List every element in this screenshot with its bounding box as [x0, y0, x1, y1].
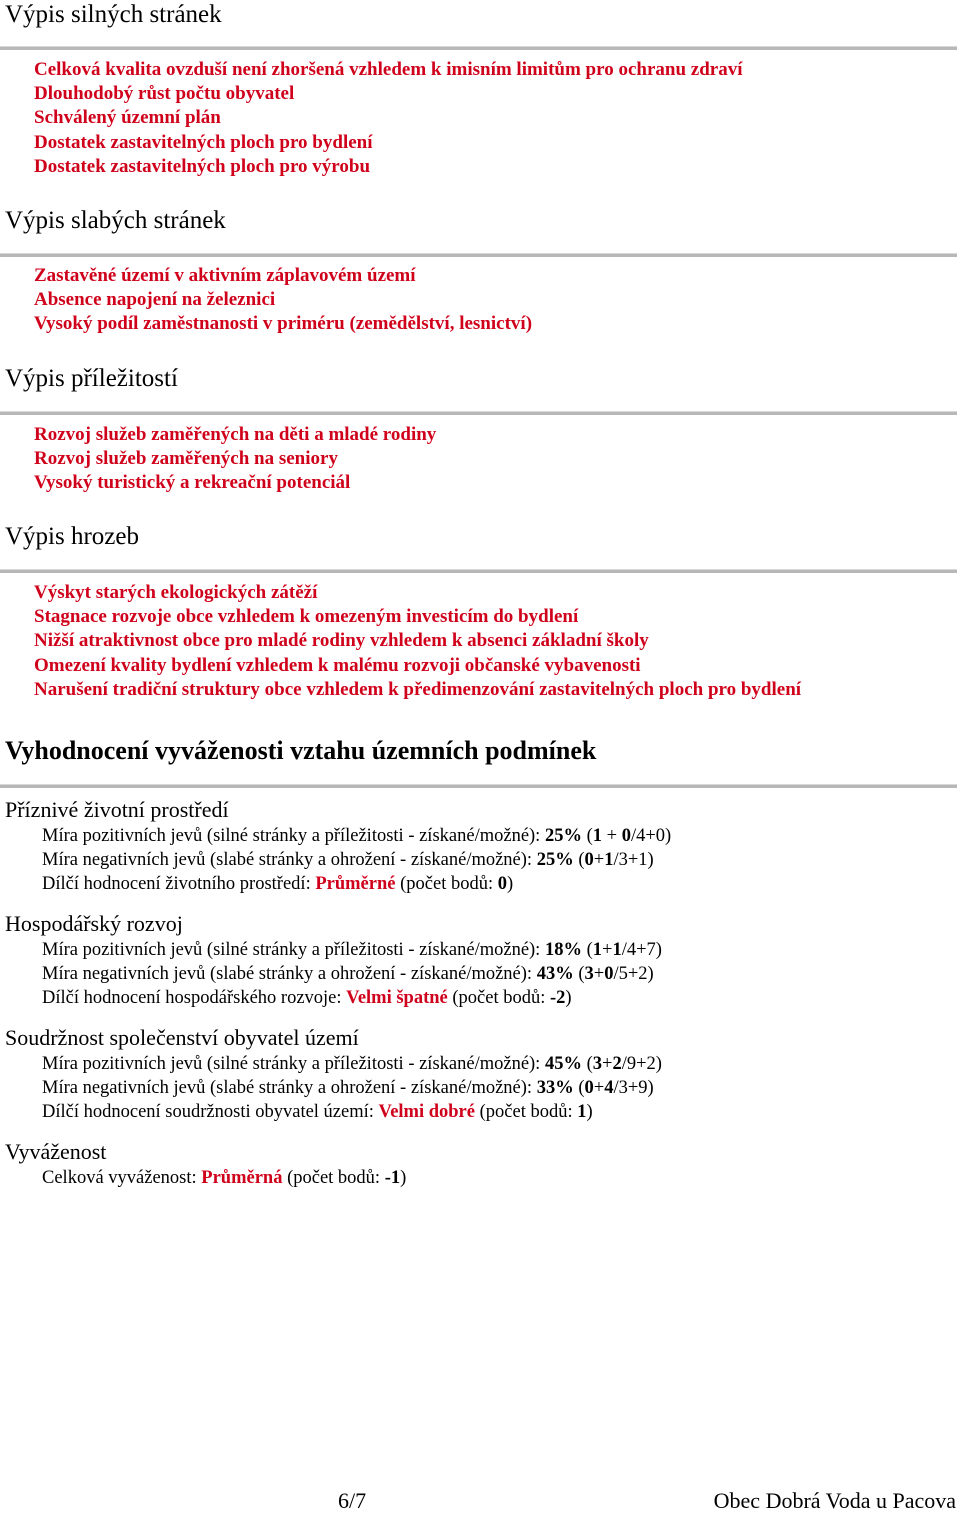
rating-value: Velmi špatné	[346, 988, 448, 1008]
list-item: Výskyt starých ekologických zátěží	[34, 582, 318, 603]
overall-rating: Celková vyváženost: Průměrná (počet bodů: -1)	[42, 1168, 407, 1188]
divider	[0, 46, 957, 50]
threats-list	[34, 581, 801, 702]
list-item: Schválený územní plán	[34, 107, 221, 129]
partial-rating: Dílčí hodnocení hospodářského rozvoje: Velmi špatné (počet bodů: -2)	[42, 988, 572, 1008]
list-item: Rozvoj služeb zaměřených na seniory	[34, 448, 338, 470]
block-title: Příznivé životní prostředí	[5, 797, 229, 822]
negative-rate: Míra negativních jevů (slabé stránky a ohrožení - získané/možné): 25% (0+1/3+1)	[42, 850, 654, 870]
positive-rate: Míra pozitivních jevů (silné stránky a příležitosti - získané/možné): 25% (1 + 0/4+0)	[42, 826, 672, 846]
rating-value: Průměrná	[201, 1168, 283, 1188]
negative-rate: Míra negativních jevů (slabé stránky a ohrožení - získané/možné): 43% (3+0/5+2)	[42, 964, 654, 984]
block-title: Vyváženost	[5, 1139, 107, 1164]
list-item: Dlouhodobý růst počtu obyvatel	[34, 83, 295, 105]
rating-value: Velmi dobré	[378, 1102, 475, 1122]
strengths-list	[34, 58, 743, 179]
footer-municipality: Obec Dobrá Voda u Pacova	[713, 1488, 956, 1513]
list-item: Dostatek zastavitelných ploch pro bydlení	[34, 131, 373, 153]
list-item: Omezení kvality bydlení vzhledem k malému rozvoji občanské vybavenosti	[34, 654, 641, 676]
page-number: 6/7	[338, 1488, 367, 1513]
negative-rate: Míra negativních jevů (slabé stránky a ohrožení - získané/možné): 33% (0+4/3+9)	[42, 1078, 654, 1098]
partial-rating: Dílčí hodnocení soudržnosti obyvatel území: Velmi dobré (počet bodů: 1)	[42, 1102, 593, 1122]
list-item: Vysoký podíl zaměstnanosti v priméru (zemědělství, lesnictví)	[34, 313, 533, 335]
block-title: Soudržnost společenství obyvatel území	[5, 1025, 359, 1050]
section-title: Výpis hrozeb	[5, 523, 139, 550]
evaluation-title: Vyhodnocení vyváženosti vztahu územních podmínek	[5, 736, 597, 765]
section-title: Výpis slabých stránek	[5, 207, 226, 234]
section-title: Výpis silných stránek	[5, 1, 222, 28]
list-item: Absence napojení na železnici	[34, 289, 276, 311]
list-item: Zastavěné území v aktivním záplavovém území	[34, 265, 416, 286]
list-item: Nižší atraktivnost obce pro mladé rodiny vzhledem k absenci základní školy	[34, 630, 649, 652]
divider	[0, 784, 957, 788]
section-title: Výpis příležitostí	[5, 365, 178, 392]
weaknesses-list	[34, 264, 532, 337]
list-item: Vysoký turistický a rekreační potenciál	[34, 472, 351, 494]
divider	[0, 253, 957, 257]
positive-rate: Míra pozitivních jevů (silné stránky a příležitosti - získané/možné): 45% (3+2/9+2)	[42, 1054, 662, 1074]
divider	[0, 569, 957, 573]
list-item: Dostatek zastavitelných ploch pro výrobu	[34, 155, 371, 177]
divider	[0, 411, 957, 415]
list-item: Stagnace rozvoje obce vzhledem k omezeným investicím do bydlení	[34, 606, 579, 628]
rating-value: Průměrné	[315, 874, 396, 894]
partial-rating: Dílčí hodnocení životního prostředí: Průměrné (počet bodů: 0)	[42, 874, 514, 894]
block-title: Hospodářský rozvoj	[5, 911, 183, 936]
opportunities-list	[34, 423, 436, 496]
list-item: Narušení tradiční struktury obce vzhledem k předimenzování zastavitelných ploch pro bydlení	[34, 678, 802, 700]
list-item: Celková kvalita ovzduší není zhoršená vzhledem k imisním limitům pro ochranu zdraví	[34, 59, 743, 80]
positive-rate: Míra pozitivních jevů (silné stránky a příležitosti - získané/možné): 18% (1+1/4+7)	[42, 940, 662, 960]
list-item: Rozvoj služeb zaměřených na děti a mladé rodiny	[34, 424, 437, 445]
